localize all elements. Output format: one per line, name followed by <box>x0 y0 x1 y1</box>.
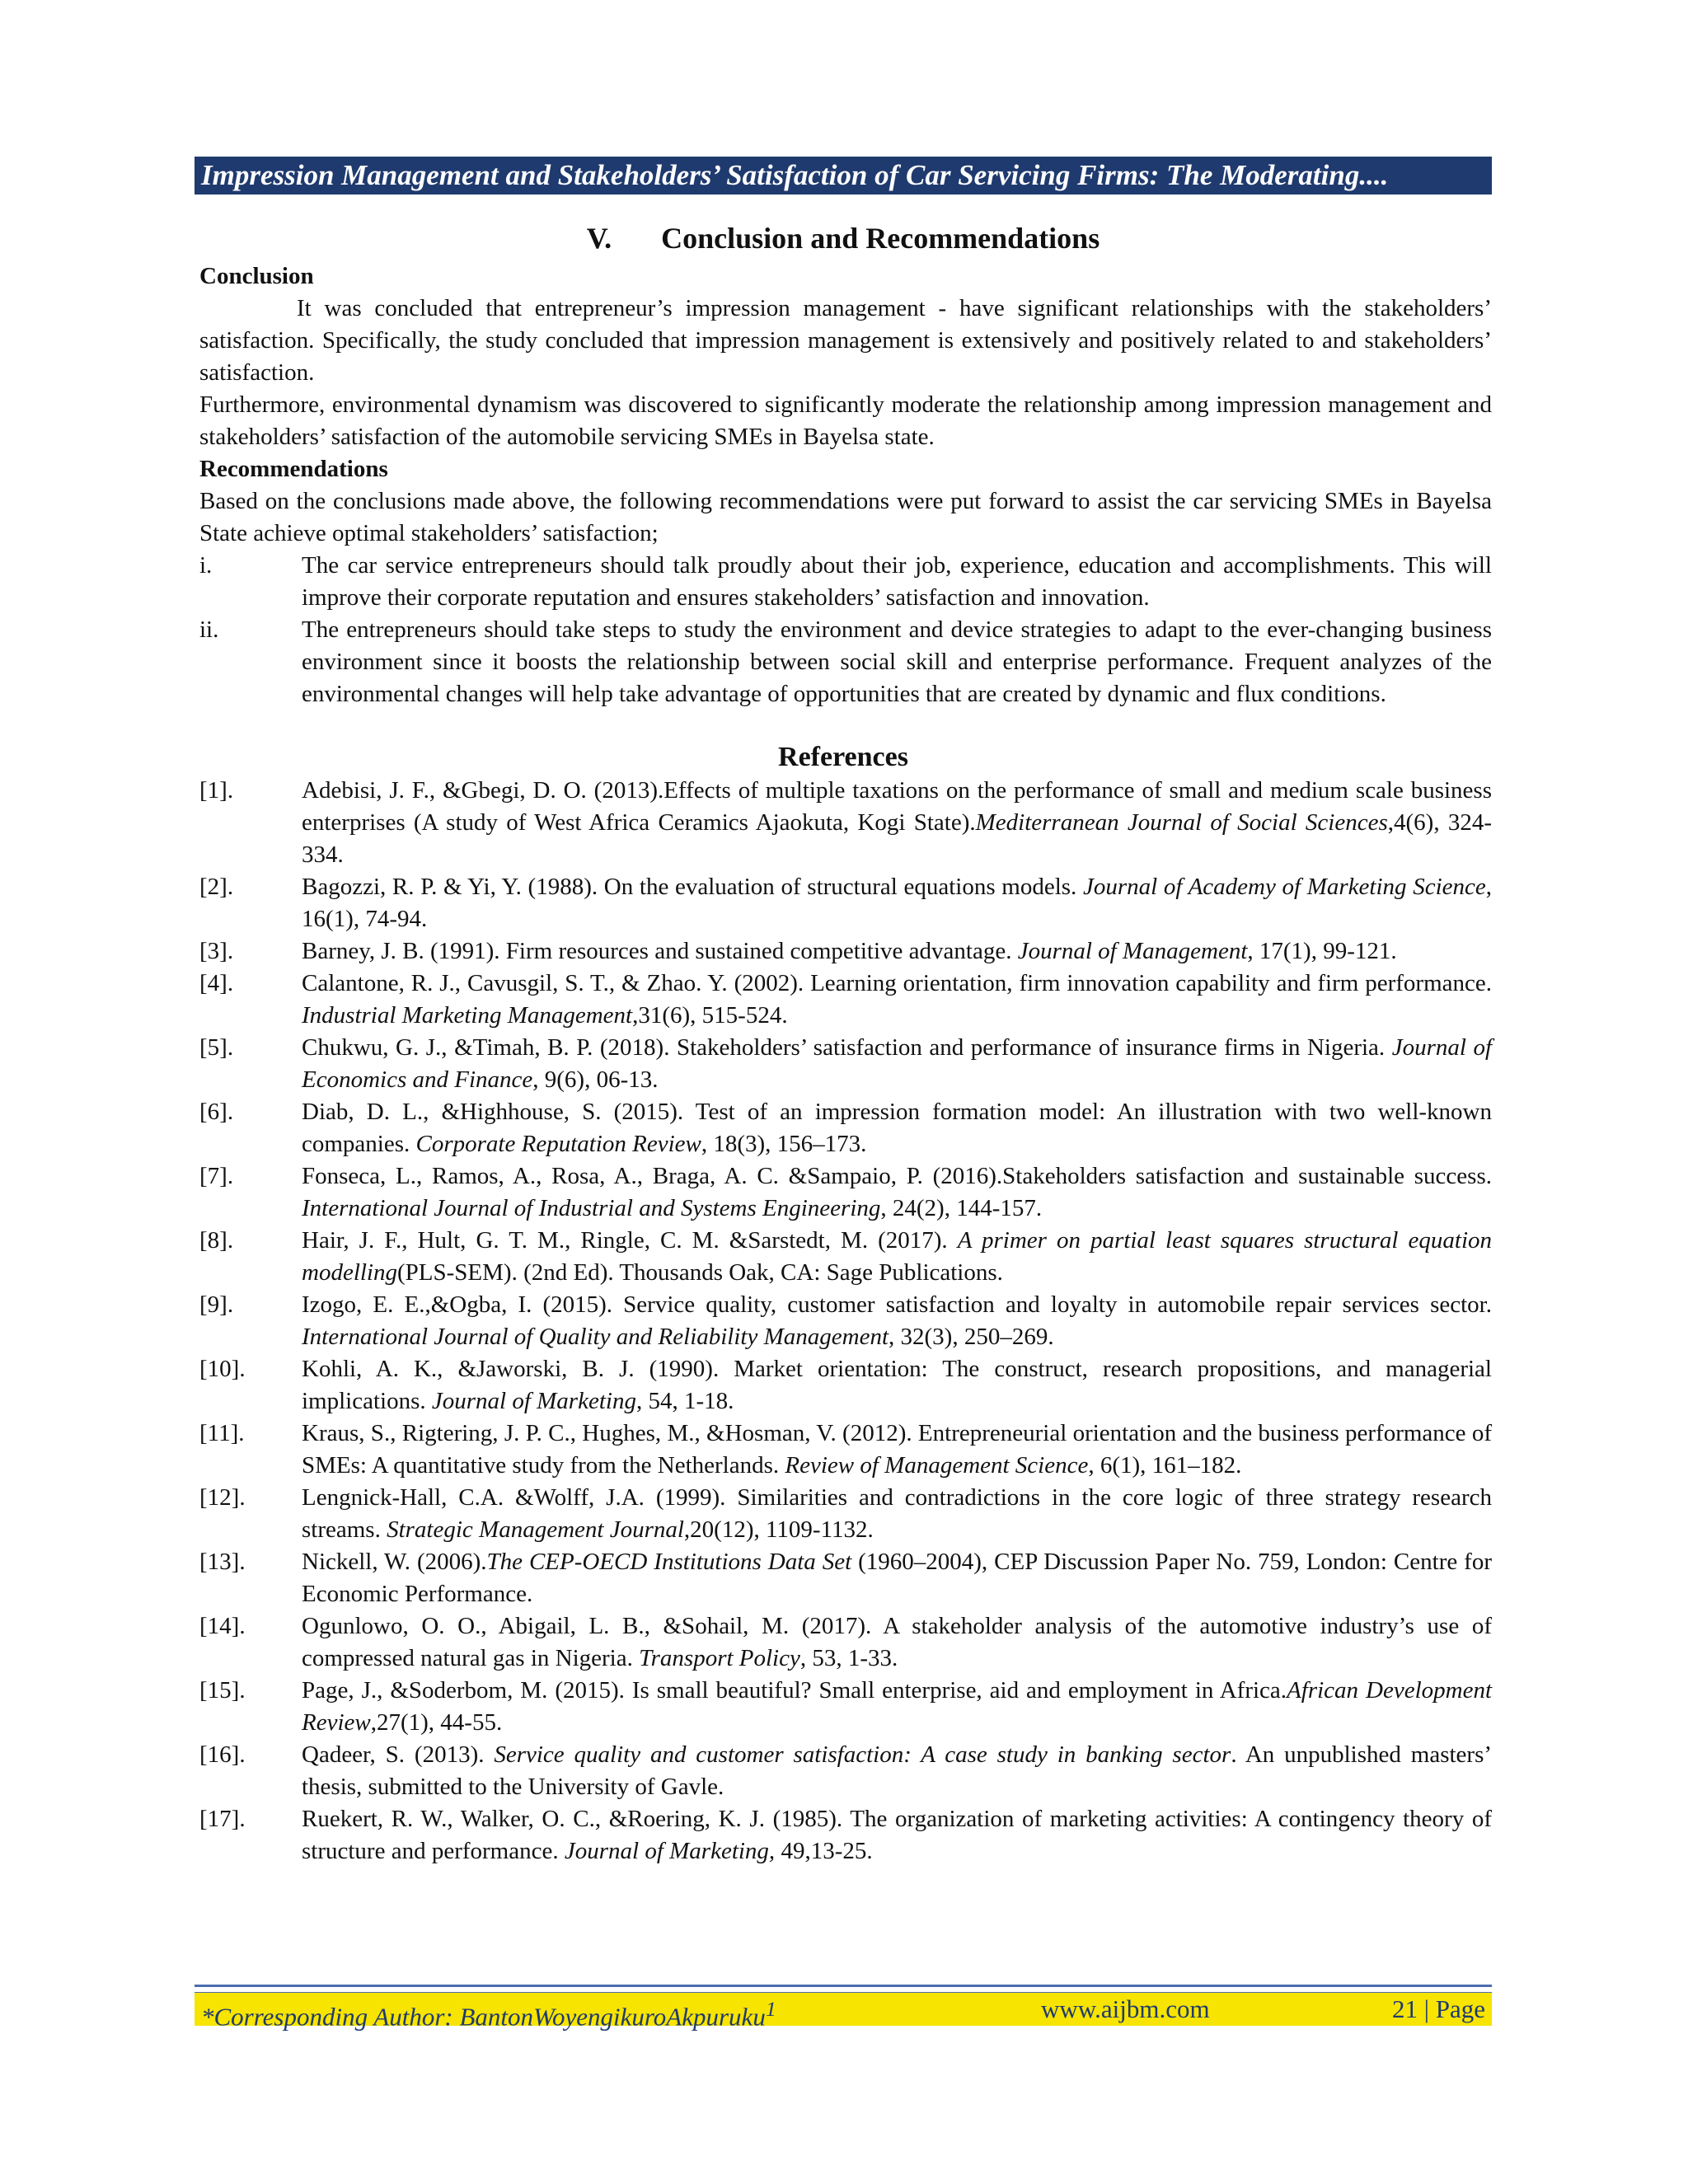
reference-details: , 16(1), 74-94. <box>302 874 1493 932</box>
reference-source: Strategic Management Journal <box>387 1516 684 1543</box>
reference-item <box>199 1739 1492 1803</box>
footer-rule <box>195 1985 1492 1993</box>
reference-text: Fonseca, L., Ramos, A., Rosa, A., Braga, A. C. &Sampaio, P. (2016).Stakeholders satisfaction and sustainable success. <box>302 1163 1492 1189</box>
reference-source: Corporate Reputation Review <box>415 1131 701 1157</box>
references-list <box>195 775 1492 1868</box>
reference-details: , 17(1), 99-121. <box>1247 938 1397 964</box>
corresponding-author <box>201 1993 776 2033</box>
reference-text: Chukwu, G. J., &Timah, B. P. (2018). Stakeholders’ satisfaction and performance of insurance firms in Nigeria. <box>302 1034 1392 1061</box>
conclusion-paragraph-2: Furthermore, environmental dynamism was discovered to significantly moderate the relationship among impression management and stakeholders’ satisfaction of the automobile servicing SMEs in Bayelsa state. <box>199 391 1492 450</box>
references-heading: References <box>778 742 908 772</box>
reference-details: . An unpublished masters’ thesis, submitted to the University of Gavle. <box>302 1741 1493 1800</box>
reference-item <box>199 871 1492 935</box>
reference-item <box>199 1160 1492 1225</box>
reference-details: , 24(2), 144-157. <box>880 1195 1043 1221</box>
reference-source: Review of Management Science <box>785 1452 1089 1479</box>
recommendation-marker: i. <box>199 552 213 579</box>
reference-number: [13]. <box>199 1549 246 1575</box>
section-number: V. <box>586 222 612 255</box>
reference-source: The CEP-OECD Institutions Data Set <box>486 1549 852 1575</box>
reference-item <box>199 1418 1492 1482</box>
reference-item <box>199 1225 1492 1289</box>
reference-text: Adebisi, J. F., &Gbegi, D. O. (2013).Effects of multiple taxations on the performance of small and medium scale business enterprises (A study of West Africa Ceramics Ajaokuta, Kogi State). <box>302 777 1492 836</box>
reference-text: Qadeer, S. (2013). <box>302 1741 495 1768</box>
reference-text: Nickell, W. (2006). <box>302 1549 487 1575</box>
reference-source: Transport Policy <box>639 1645 800 1671</box>
reference-details: ,31(6), 515-524. <box>632 1002 788 1029</box>
reference-item <box>199 968 1492 1032</box>
reference-source: International Journal of Industrial and Systems Engineering <box>302 1195 881 1221</box>
page-content <box>195 157 1492 1868</box>
recommendations-intro: Based on the conclusions made above, the following recommendations were put forward to assist the car servicing SMEs in Bayelsa State achieve optimal stakeholders’ satisfaction; <box>199 488 1492 546</box>
reference-item <box>199 935 1492 968</box>
reference-number: [11]. <box>199 1420 245 1446</box>
recommendation-item <box>199 550 1492 614</box>
reference-number: [3]. <box>199 938 234 964</box>
reference-source: Journal of Marketing <box>431 1388 636 1414</box>
author-superscript: 1 <box>765 1997 776 2021</box>
reference-number: [15]. <box>199 1677 246 1704</box>
reference-item <box>199 1610 1492 1675</box>
reference-number: [6]. <box>199 1099 234 1125</box>
reference-text: Diab, D. L., &Highhouse, S. (2015). Test of an impression formation model: An illustration with two well-known companies. <box>302 1099 1492 1157</box>
reference-details: , 6(1), 161–182. <box>1088 1452 1242 1479</box>
reference-number: [2]. <box>199 874 234 900</box>
reference-source: Journal of Economics and Finance <box>302 1034 1492 1093</box>
reference-source: Journal of Marketing, <box>564 1838 776 1864</box>
section-heading <box>195 221 1492 255</box>
reference-details: (PLS-SEM). (2nd Ed). Thousands Oak, CA: Sage Publications. <box>397 1259 1003 1286</box>
recommendation-marker: ii. <box>199 616 219 643</box>
recommendations-heading: Recommendations <box>199 456 388 482</box>
reference-details: ,27(1), 44-55. <box>370 1709 503 1736</box>
page-footer <box>195 1993 1492 2032</box>
reference-details: , 9(6), 06-13. <box>532 1066 659 1093</box>
conclusion-heading: Conclusion <box>199 263 314 289</box>
reference-details: ,20(12), 1109-1132. <box>683 1516 874 1543</box>
reference-number: [10]. <box>199 1356 246 1382</box>
reference-source: Service quality and customer satisfaction: A case study in banking sector <box>494 1741 1231 1768</box>
reference-item <box>199 1032 1492 1096</box>
reference-number: [16]. <box>199 1741 246 1768</box>
reference-item <box>199 1546 1492 1610</box>
reference-text: Barney, J. B. (1991). Firm resources and sustained competitive advantage. <box>302 938 1018 964</box>
reference-details: , 54, 1-18. <box>635 1388 734 1414</box>
reference-item <box>199 1353 1492 1418</box>
running-header: Impression Management and Stakeholders’ Satisfaction of Car Servicing Firms: The Moderating.... <box>195 157 1492 194</box>
reference-number: [5]. <box>199 1034 234 1061</box>
reference-text: Page, J., &Soderbom, M. (2015). Is small beautiful? Small enterprise, aid and employment in Africa. <box>302 1677 1287 1704</box>
reference-source: Journal of Management <box>1017 938 1248 964</box>
reference-number: [7]. <box>199 1163 234 1189</box>
reference-source: International Journal of Quality and Reliability Management <box>302 1324 889 1350</box>
section-title: Conclusion and Recommendations <box>661 222 1100 255</box>
reference-text: Calantone, R. J., Cavusgil, S. T., & Zhao. Y. (2002). Learning orientation, firm innovation capability and firm performance. <box>302 970 1492 996</box>
reference-text: Ruekert, R. W., Walker, O. C., &Roering, K. J. (1985). The organization of marketing activities: A contingency theory of structure and performance. <box>302 1806 1492 1864</box>
reference-item <box>199 1675 1492 1739</box>
recommendation-text: The car service entrepreneurs should talk proudly about their job, experience, education and accomplishments. This will improve their corporate reputation and ensures stakeholders’ satisfaction and innovation. <box>302 552 1492 611</box>
reference-item <box>199 1482 1492 1546</box>
reference-item <box>199 1289 1492 1353</box>
reference-text: Izogo, E. E.,&Ogba, I. (2015). Service quality, customer satisfaction and loyalty in automobile repair services sector. <box>302 1291 1492 1318</box>
reference-details: 49,13-25. <box>775 1838 873 1864</box>
reference-number: [14]. <box>199 1613 246 1639</box>
reference-source: A primer on partial least squares structural equation modelling <box>302 1227 1493 1286</box>
reference-text: Bagozzi, R. P. & Yi, Y. (1988). On the evaluation of structural equations models. <box>302 874 1083 900</box>
corresponding-author-text: *Corresponding Author: BantonWoyengikuroAkpuruku <box>201 2002 766 2032</box>
reference-item <box>199 1803 1492 1868</box>
reference-details: , 53, 1-33. <box>799 1645 898 1671</box>
reference-number: [12]. <box>199 1484 246 1511</box>
reference-number: [1]. <box>199 777 234 804</box>
reference-number: [9]. <box>199 1291 234 1318</box>
journal-website-link[interactable]: www.aijbm.com <box>1041 1994 1210 2023</box>
reference-item <box>199 1096 1492 1160</box>
reference-text: Hair, J. F., Hult, G. T. M., Ringle, C. M. &Sarstedt, M. (2017). <box>302 1227 958 1254</box>
recommendations-list <box>195 550 1492 710</box>
reference-text: Ogunlowo, O. O., Abigail, L. B., &Sohail, M. (2017). A stakeholder analysis of the automotive industry’s use of compressed natural gas in Nigeria. <box>302 1613 1492 1671</box>
reference-details: , 18(3), 156–173. <box>701 1131 867 1157</box>
reference-number: [8]. <box>199 1227 234 1254</box>
reference-source: Journal of Academy of Marketing Science <box>1082 874 1486 900</box>
reference-source: Mediterranean Journal of Social Sciences <box>975 809 1388 836</box>
reference-source: Industrial Marketing Management <box>302 1002 633 1029</box>
reference-text: Lengnick-Hall, C.A. &Wolff, J.A. (1999). Similarities and contradictions in the core logic of three strategy research streams. <box>302 1484 1492 1543</box>
reference-text: Kohli, A. K., &Jaworski, B. J. (1990). Market orientation: The construct, research propositions, and managerial implications. <box>302 1356 1492 1414</box>
reference-number: [17]. <box>199 1806 246 1832</box>
reference-details: (1960–2004), CEP Discussion Paper No. 759, London: Centre for Economic Performance. <box>302 1549 1492 1607</box>
reference-number: [4]. <box>199 970 234 996</box>
recommendation-text: The entrepreneurs should take steps to study the environment and device strategies to adapt to the ever-changing business environment since it boosts the relationship between social skill and enterprise performance. Frequent analyzes of the environmental changes will help take advantage of opportunities that are created by dynamic and flux conditions. <box>302 616 1492 707</box>
recommendation-item <box>199 614 1492 710</box>
page-number: 21 | Page <box>1392 1994 1485 2023</box>
reference-text: Kraus, S., Rigtering, J. P. C., Hughes, M., &Hosman, V. (2012). Entrepreneurial orientation and the business performance of SMEs: A quantitative study from the Netherlands. <box>302 1420 1492 1479</box>
reference-item <box>199 775 1492 871</box>
reference-details: , 32(3), 250–269. <box>889 1324 1054 1350</box>
reference-source: African Development Review <box>302 1677 1493 1736</box>
reference-details: ,4(6), 324-334. <box>302 809 1493 868</box>
conclusion-paragraph-1: It was concluded that entrepreneur’s impression management - have significant relationships with the stakeholders’ satisfaction. Specifically, the study concluded that impression management is extensively and positively related to and stakeholders’ satisfaction. <box>199 295 1492 386</box>
